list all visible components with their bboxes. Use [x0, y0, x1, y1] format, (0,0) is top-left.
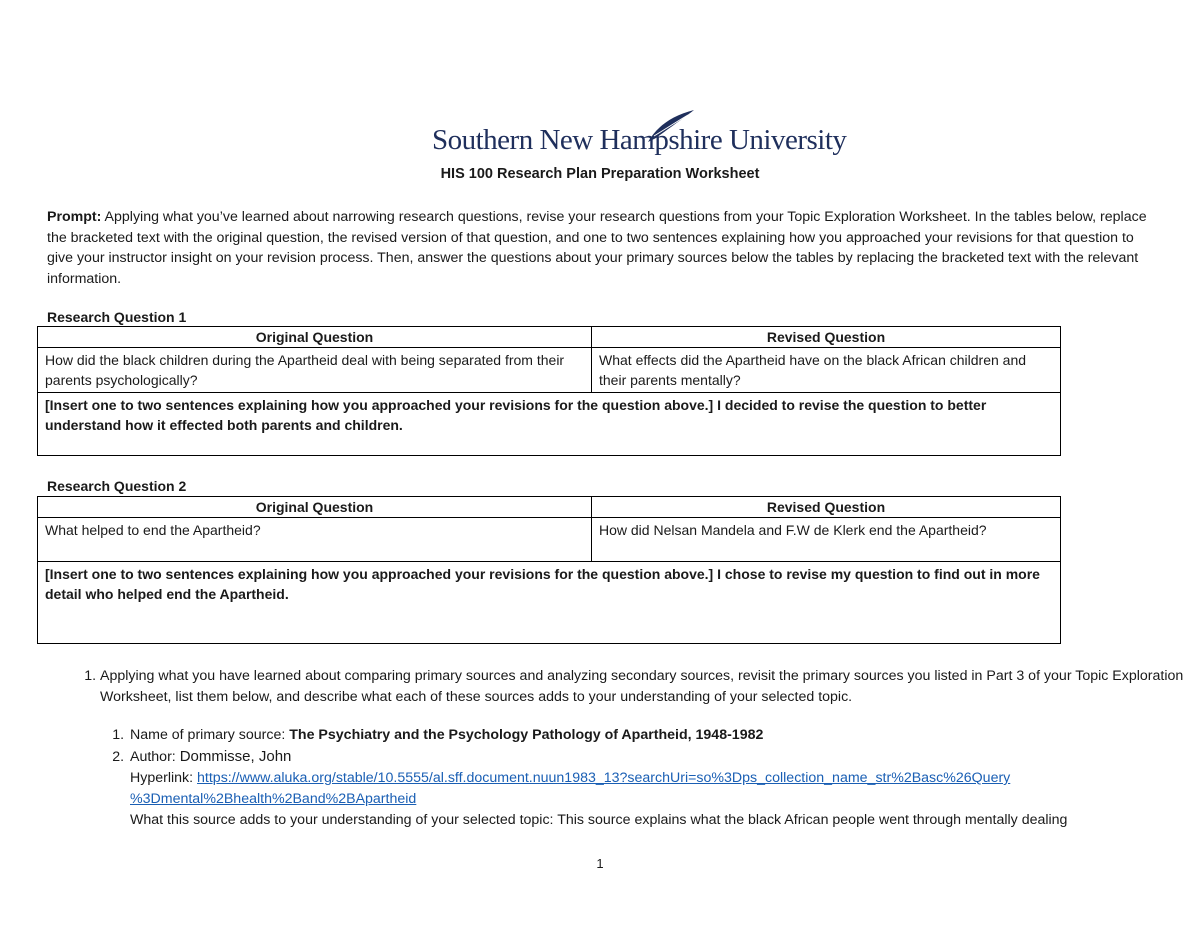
primary-sources-list [60, 666, 1190, 831]
adds-value[interactable]: This source explains what the black African people went through mentally dealing [557, 812, 1068, 828]
rq2-explanation-cell[interactable]: [Insert one to two sentences explaining how you approached your revisions for the question above.] I chose to revise my question to find out in more detail who helped end the Apartheid. [38, 562, 1061, 644]
prompt-paragraph [47, 207, 1147, 289]
rq2-original-cell[interactable]: What helped to end the Apartheid? [38, 518, 592, 562]
logo-text: Southern New Hampshire University [432, 124, 847, 156]
list-item [100, 666, 1190, 831]
rq1-original-cell[interactable]: How did the black children during the Apartheid deal with being separated from their parents psychologically? [38, 348, 592, 393]
research-question-1-label: Research Question 1 [47, 309, 187, 325]
university-logo [432, 108, 847, 158]
rq1-revised-cell[interactable]: What effects did the Apartheid have on the black African children and their parents mentally? [592, 348, 1061, 393]
adds-label: What this source adds to your understanding of your selected topic: [130, 812, 558, 828]
source-name-label: Name of primary source: [130, 727, 290, 743]
list-item [128, 746, 1190, 831]
rq2-original-header: Original Question [38, 497, 592, 518]
section1-intro: Applying what you have learned about comparing primary sources and analyzing secondary sources, revisit the primary sources you listed in Part 3 of your Topic Exploration Worksheet, list them below, and describe what each of these sources adds to your understanding of your selected topic. [100, 668, 1184, 705]
author-label: Author: [130, 749, 180, 765]
rq1-explanation-cell[interactable]: [Insert one to two sentences explaining how you approached your revisions for the question above.] I decided to revise the question to better understand how it effected both parents and children. [38, 393, 1061, 456]
rq2-revised-header: Revised Question [592, 497, 1061, 518]
rq1-revised-header: Revised Question [592, 327, 1061, 348]
research-question-1-table [37, 326, 1061, 456]
source-hyperlink[interactable]: https://www.aluka.org/stable/10.5555/al.sff.document.nuun1983_13?searchUri=so%3Dps_collection_name_str%2Basc%26Query %3Dmental%2Bhealth%2Band%2BApartheid [130, 770, 1011, 807]
prompt-text: Applying what you’ve learned about narrowing research questions, revise your research questions from your Topic Exploration Worksheet. In the tables below, replace the bracketed text with the original question, the revised version of that question, and one to two sentences explaining how you approached your revisions for that question to give your instructor insight on your revision process. Then, answer the questions about your primary sources below the tables by replacing the bracketed text with the relevant information. [47, 209, 1147, 287]
research-question-2-table [37, 496, 1061, 644]
author-value[interactable]: Dommisse, John [179, 748, 292, 765]
source-name-value[interactable]: The Psychiatry and the Psychology Pathology of Apartheid, 1948-1982 [289, 727, 764, 743]
rq1-original-header: Original Question [38, 327, 592, 348]
prompt-label: Prompt: [47, 209, 102, 225]
page-number: 1 [596, 856, 604, 871]
list-item [128, 725, 1190, 746]
research-question-2-label: Research Question 2 [47, 478, 187, 494]
rq2-revised-cell[interactable]: How did Nelsan Mandela and F.W de Klerk end the Apartheid? [592, 518, 1061, 562]
hyperlink-label: Hyperlink: [130, 770, 198, 786]
page-title: HIS 100 Research Plan Preparation Worksheet [440, 166, 760, 182]
primary-source-sublist [100, 725, 1190, 831]
